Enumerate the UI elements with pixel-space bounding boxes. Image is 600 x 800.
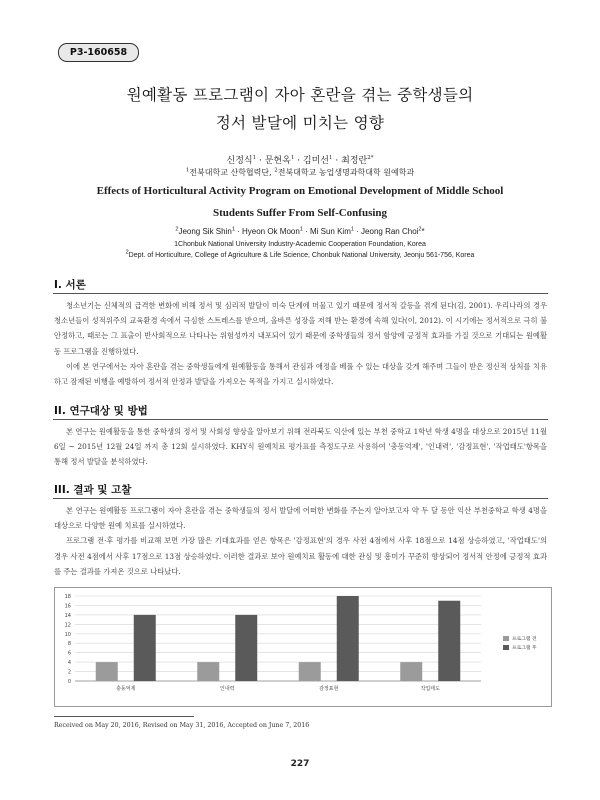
author-sep: · — [302, 227, 310, 236]
y-tick-label: 18 — [64, 594, 71, 600]
title-en-line1: Effects of Horticultural Activity Program on Emotional Development of Middle School — [96, 185, 504, 197]
section-1-heading: I. 서론 — [54, 279, 86, 291]
bar-before — [197, 662, 219, 681]
author-en-3: Mi Sun Kim — [309, 227, 351, 236]
footnote-divider — [54, 716, 194, 717]
author-en-2-sup: 1 — [299, 226, 303, 233]
y-tick-label: 2 — [67, 669, 71, 676]
affiliation-en-2 — [0, 249, 600, 259]
section-2-body — [54, 424, 547, 470]
legend-swatch — [503, 636, 509, 641]
legend-label: 프로그램 전 — [512, 637, 537, 642]
title-en — [40, 180, 560, 224]
author-en-1-pre: 2 — [175, 226, 179, 233]
section-divider — [53, 293, 548, 294]
bar-before — [96, 662, 118, 681]
bar-after — [438, 601, 460, 681]
author-en-1-sup: 1 — [231, 226, 235, 233]
author-ko-2-sup: 1 — [290, 155, 295, 161]
section-1-body — [54, 298, 547, 389]
affil-ko-1: 전북대학교 산학협력단, — [189, 168, 272, 177]
section-divider — [53, 498, 548, 499]
affiliation-en-1: 1Chonbuk National University Industry-Academic Cooperation Foundation, Korea — [174, 241, 426, 248]
section-3-body — [54, 503, 547, 579]
affil-ko-sup-1: 1 — [185, 167, 190, 174]
title-ko-line2: 정서 발달에 미치는 영향 — [215, 114, 385, 132]
authors-ko — [0, 153, 600, 166]
section-3-paragraph-2: 프로그램 전·후 평가를 비교해 보면 가장 많은 기대효과를 얻은 항목은 '감정표현'의 경우 사전 4점에서 사후 18점으로 14점 상승하였고, '작업태도'의 경우 사전 4점에서 사후 17점으로 13점 상승하였다. 이러한 결과로 보아 원예치료 활동에 대한 관심 및 흥미가 꾸준히 향상되어 정서적 안정에 긍정적 효과를 주는 결과를 가져온 것으로 나타났다. — [54, 536, 547, 576]
y-tick-label: 6 — [67, 650, 71, 657]
y-tick-label: 14 — [64, 612, 71, 619]
section-divider — [53, 419, 548, 420]
author-en-2: Hyeon Ok Moon — [241, 227, 300, 236]
section-1-paragraph-2: 이에 본 연구에서는 자아 혼란을 겪는 중학생들에게 원예활동을 통해서 관심과 애정을 베풀 수 있는 대상을 갖게 해주며 그들이 받은 정신적 상처를 치유하고 잠재된 비행을 예방하여 정서적 안정과 발달을 가져오는 목적을 가지고 실시하였다. — [54, 361, 547, 387]
affil-en-2-sup: 2 — [125, 249, 129, 256]
author-en-4-tail: * — [421, 227, 425, 236]
authors-en — [0, 227, 600, 236]
x-tick-label: 감정표현 — [319, 686, 339, 692]
author-en-4-sup: 2 — [418, 226, 422, 233]
footnote: Received on May 20, 2016, Revised on May 31, 2016, Accepted on June 7, 2016 — [54, 722, 310, 729]
author-ko-1-sup: 1 — [252, 155, 257, 161]
author-sep: · — [294, 156, 303, 166]
affil-ko-sup-2: 2 — [274, 167, 278, 174]
author-ko-1: 신정식 — [226, 156, 253, 166]
y-tick-label: 12 — [64, 622, 71, 629]
section-1-paragraph-1: 청소년기는 신체적의 급격한 변화에 비해 정서 및 심리적 발달이 미숙 단계에 머물고 있기 때문에 정서적 갈등을 겪게 된다(김, 2001). 우리나라의 경우 청소년들이 성적위주의 교육환경 속에서 극심한 스트레스를 받으며, 올바른 성장을 저해 받는 환경에 속해 있다(이, 2012). 이 시기에는 정서적으로 극히 불안정하고, 때로는 그 표출이 반사회적으로 나타나는 위험성까지 내포되어 있기 때문에 중학생들의 정서 함양에 긍정적 효과를 가질 것으로 기대되는 원예활동 프로그램을 진행하였다. — [54, 301, 547, 356]
section-3-heading: III. 결과 및 고찰 — [54, 484, 132, 496]
legend-label: 프로그램 후 — [512, 646, 537, 651]
affil-en-2-text: Dept. of Horticulture, College of Agriculture & Life Science, Chonbuk National University, Jeonju 561-756, Korea — [128, 252, 475, 259]
author-ko-4: 최정란 — [341, 156, 368, 166]
bar-before — [400, 662, 422, 681]
y-tick-label: 16 — [64, 603, 71, 610]
bar-before — [299, 662, 321, 681]
x-tick-label: 충동억제 — [116, 686, 136, 692]
y-tick-label: 0 — [67, 679, 71, 685]
page-number: 227 — [290, 759, 310, 769]
author-en-3-sup: 1 — [350, 226, 354, 233]
author-sep: · — [256, 156, 265, 166]
author-sep: · — [353, 227, 362, 236]
bar-chart-svg — [55, 588, 551, 706]
paper-code-badge: P3-160658 — [58, 43, 139, 62]
bar-after — [235, 615, 257, 681]
title-ko-line1: 원예활동 프로그램이 자아 혼란을 겪는 중학생들의 — [126, 86, 474, 104]
affil-ko-2: 전북대학교 농업생명과학대학 원예학과 — [277, 168, 415, 177]
legend-swatch — [503, 645, 509, 650]
section-2-heading: II. 연구대상 및 방법 — [54, 405, 148, 417]
affiliation-ko — [0, 167, 600, 178]
author-en-1: Jeong Sik Shin — [178, 227, 232, 236]
section-2-paragraph-1: 본 연구는 원예활동을 통한 중학생의 정서 및 사회성 향상을 알아보기 위해 전라북도 익산에 있는 부천 중학교 1학년 학생 4명을 대상으로 2015년 11월 6일 ~ 2015년 12월 24일 까지 총 12회 실시하였다. KHY식 원예치료 평가표를 측정도구로 사용하여 '충동억제', '인내력', '감정표현', '작업태도'항목을 통해 정서 발달을 분석하였다. — [54, 427, 547, 467]
title-en-line2: Students Suffer From Self-Confusing — [212, 207, 388, 219]
y-tick-label: 8 — [67, 641, 71, 648]
bar-chart — [54, 587, 552, 707]
bar-after — [134, 615, 156, 681]
author-ko-3-sup: 1 — [329, 155, 333, 161]
bar-after — [337, 596, 359, 681]
y-tick-label: 4 — [67, 660, 71, 667]
section-3-paragraph-1: 본 연구는 원예활동 프로그램이 자아 혼란을 겪는 중학생들의 정서 발달에 어떠한 변화를 주는지 알아보고자 약 두 달 동안 익산 부천중학교 학생 4명을 대상으로 다양한 원예 치료를 실시하였다. — [54, 506, 547, 531]
author-sep: · — [234, 227, 242, 236]
x-tick-label: 인내력 — [220, 686, 235, 692]
author-en-4: Jeong Ran Choi — [361, 227, 419, 236]
y-tick-label: 10 — [64, 631, 71, 638]
author-ko-4-sup: 2* — [367, 155, 374, 161]
author-ko-3: 김미선 — [302, 156, 330, 166]
x-tick-label: 작업태도 — [420, 686, 440, 692]
author-ko-2: 문현옥 — [264, 156, 291, 166]
author-sep: · — [332, 156, 342, 166]
